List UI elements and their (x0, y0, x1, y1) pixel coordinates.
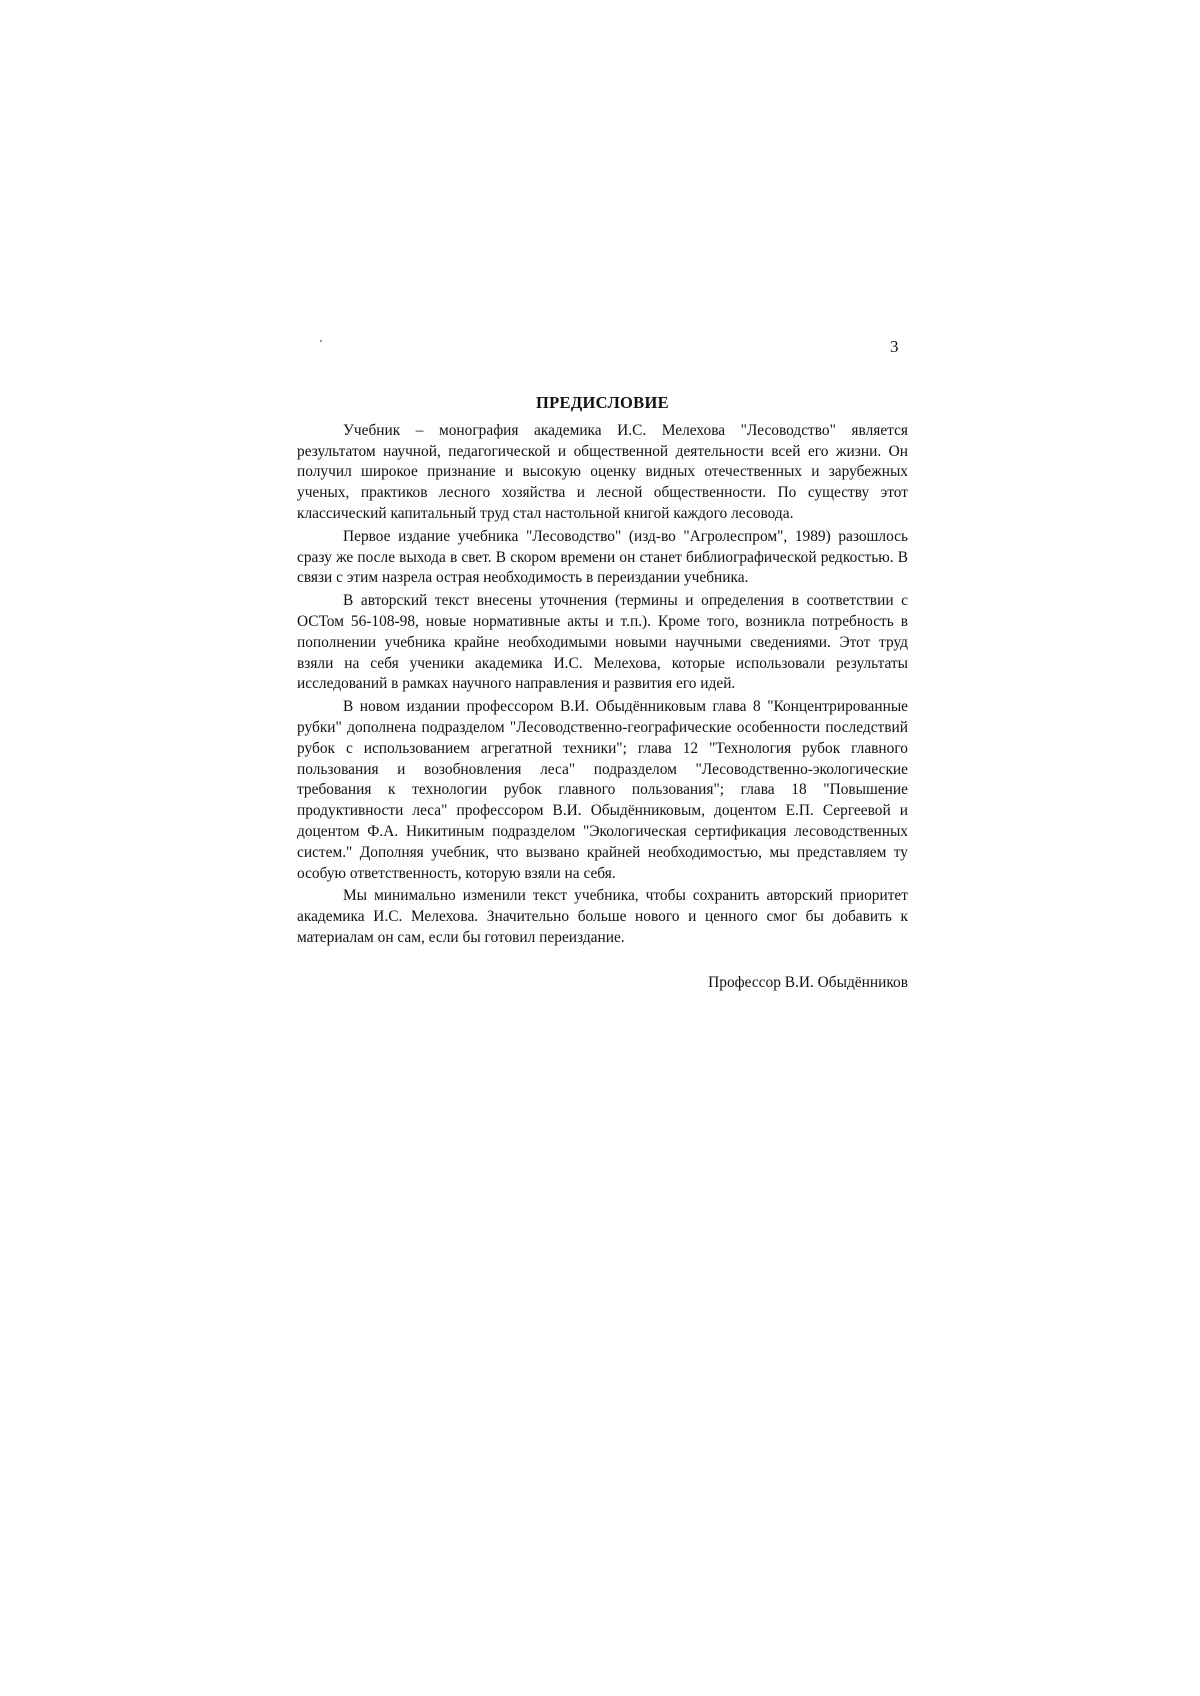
paragraph-2: Первое издание учебника "Лесоводство" (изд-во "Агролеспром", 1989) разошлось сразу же после выхода в свет. В скором времени он станет библиографической редкостью. В связи с этим назрела острая необходимость в переиздании учебника. (297, 527, 908, 587)
paragraph-3: В авторский текст внесены уточнения (термины и определения в соответствии с ОСТом 56-108-98, новые нормативные акты и т.п.). Кроме того, возникла потребность в пополнении учебника крайне необходимыми новыми научными сведениями. Этот труд взяли на себя ученики академика И.С. Мелехова, которые использовали результаты исследований в рамках научного направления и развития его идей. (297, 592, 908, 693)
paragraph-4: В новом издании профессором В.И. Обыдённиковым глава 8 "Концентрированные рубки" дополнена подразделом "Лесоводственно-географические особенности последствий рубок с использованием агрегатной техники"; глава 12 "Технология рубок главного пользования и возобновления леса" подразделом "Лесоводственно-экологические требования к технологии рубок главного пользования"; глава 18 "Повышение продуктивности леса" профессором В.И. Обыдённиковым, доцентом Е.П. Сергеевой и доцентом Ф.А. Никитиным подразделом "Экологическая сертификация лесоводственных систем." Дополняя учебник, что вызвано крайней необходимостью, мы представляем ту особую ответственность, которую взяли на себя. (297, 698, 908, 882)
page-number: 3 (890, 337, 899, 356)
page-title: ПРЕДИСЛОВИЕ (536, 393, 669, 412)
paragraph-1: Учебник – монография академика И.С. Мелехова "Лесоводство" является результатом научной, педагогической и общественной деятельности всей его жизни. Он получил широкое признание и высокую оценку видных отечественных и зарубежных ученых, практиков лесного хозяйства и лесной общественности. По существу этот классический капитальный труд стал настольной книгой каждого лесовода. (297, 421, 908, 522)
preface-body (297, 393, 908, 994)
paragraph-5: Мы минимально изменили текст учебника, чтобы сохранить авторский приоритет академика И.С. Мелехова. Значительно больше нового и ценного смог бы добавить к материалам он сам, если бы готовил переиздание. (297, 887, 908, 946)
author-signature: Профессор В.И. Обыдёнников (708, 973, 908, 991)
scan-speck (320, 340, 322, 342)
